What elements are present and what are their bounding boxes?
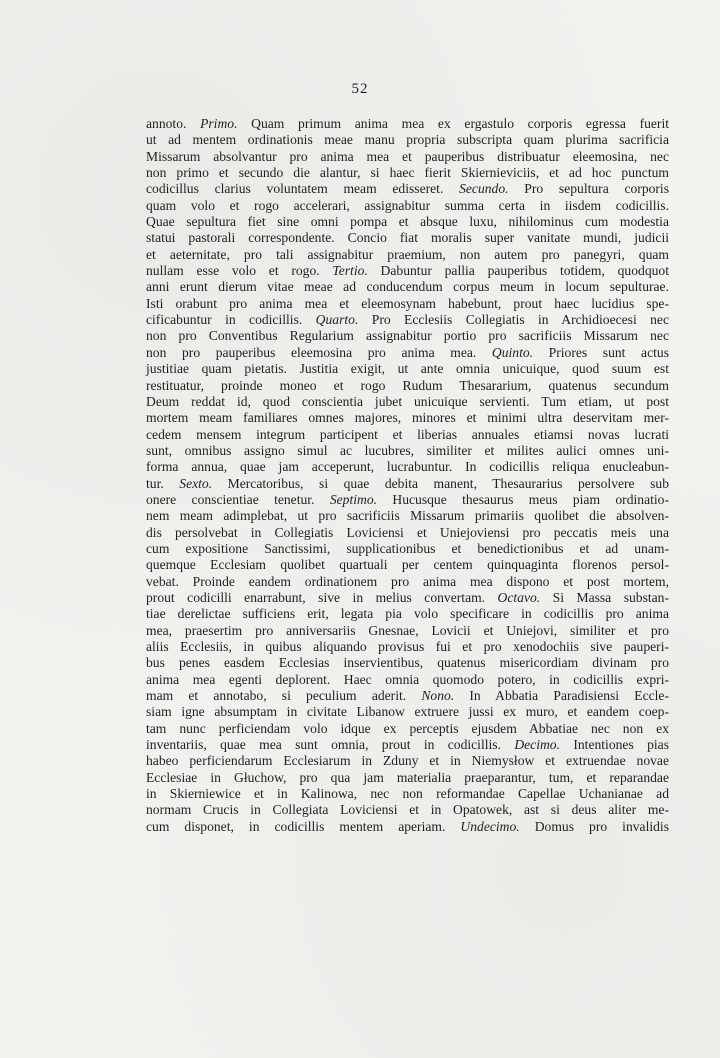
text-segment: Hucusque thesaurus meus piam ordinatio- [377, 491, 669, 507]
text-segment: Missarum absolvantur pro anima mea et pauperibus distribuatur eleemosina, nec [146, 148, 669, 164]
text-line [146, 721, 669, 737]
text-line [146, 427, 669, 443]
text-line [146, 443, 669, 459]
text-segment: mam et annotabo, si peculium aderit. [146, 688, 422, 704]
text-segment: Ecclesiae in Głuchow, pro qua jam materialia praeparantur, tum, et reparandae [146, 769, 669, 785]
text-segment: forma annua, quae jam acceperunt, lucrabuntur. In codicillis reliqua enucleabun- [146, 459, 669, 475]
text-line [146, 247, 669, 263]
text-segment: Mercatoribus, si quae debita manent, Thesaurarius persolvere sub [212, 475, 669, 491]
text-line [146, 132, 669, 148]
text-segment: tur. [146, 475, 180, 491]
text-line [146, 655, 669, 671]
text-line [146, 410, 669, 426]
section-marker: Octavo. [497, 589, 541, 605]
text-segment: tiae derelictae sufficiens erit, legata pia volo specificare in codicillis pro anima [146, 606, 669, 622]
text-segment: Domus pro invalidis [519, 818, 669, 834]
text-segment: tam nunc perficiendam volo idque ex perceptis ejusdem Abbatiae nec non ex [146, 720, 669, 736]
text-segment: bus penes easdem Ecclesias inservientibus, quatenus misericordiam divinam pro [146, 655, 669, 671]
text-line [146, 704, 669, 720]
section-marker: Septimo. [329, 491, 378, 507]
text-line [146, 476, 669, 492]
section-marker: Nono. [421, 688, 455, 704]
text-segment: anima mea egenti deplorent. Haec omnia quomodo potero, in codicillis expri- [146, 671, 669, 687]
text-segment: ut ad mentem ordinationis meae manu propria subscripta quam plurima sacrificia [146, 132, 669, 148]
text-segment: Si Massa substan- [540, 589, 669, 605]
text-line [146, 541, 669, 557]
text-segment: Quae sepultura fiet sine omni pompa et absque luxu, nihilominus cum modestia [146, 214, 669, 230]
text-line [146, 198, 669, 214]
text-line [146, 737, 669, 753]
text-segment: Quam primum anima mea ex ergastulo corporis egressa fuerit [237, 116, 670, 131]
text-line [146, 574, 669, 590]
text-line [146, 263, 669, 279]
text-segment: sunt, omnibus assigno simul ac lucubres, similiter et milites aulici omnes uni- [146, 442, 669, 458]
body-text [146, 116, 669, 835]
text-line [146, 606, 669, 622]
section-marker: Quarto. [315, 312, 359, 328]
text-segment: anni erunt dierum vitae meae ad conducendum corpus meum in locum sepulturae. [146, 279, 669, 295]
text-segment: non pro pauperibus eleemosina pro anima mea. [146, 344, 492, 360]
text-line [146, 770, 669, 786]
text-line [146, 328, 669, 344]
text-line [146, 672, 669, 688]
text-segment: restituatur, proinde moneo et rogo Rudum Thesararium, quatenus secundum [146, 377, 669, 393]
text-segment: nem meam adimplebat, ut pro sacrificiis Missarum primariis quolibet die absolven- [146, 508, 669, 524]
text-segment: inventariis, quae mea sunt omnia, prout in codicillis. [146, 737, 515, 753]
text-line [146, 394, 669, 410]
text-line [146, 557, 669, 573]
text-segment: non pro Conventibus Regularium assignabitur portio pro sacrificiis Missarum nec [146, 328, 669, 344]
text-segment: mea, praesertim pro anniversariis Gnesnae, Lovicii et Uniejovi, similiter et pro [146, 622, 669, 638]
text-segment: non primo et secundo die alantur, si haec fierit Skiernieviciis, et ad hoc punctum [146, 165, 669, 181]
text-line [146, 230, 669, 246]
text-line [146, 345, 669, 361]
text-segment: Priores sunt actus [533, 344, 669, 360]
text-line [146, 753, 669, 769]
text-segment: habeo perficiendarum Ecclesiarum in Zduny et in Niemysłow et extruendae novae [146, 753, 669, 769]
text-segment: cedem mensem integrum participent et liberias annuales etiamsi novas lucrati [146, 426, 669, 442]
text-line [146, 214, 669, 230]
text-line [146, 312, 669, 328]
text-segment: onere conscientiae tenetur. [146, 491, 330, 507]
text-segment: mortem meam familiares omnes majores, minores et minimi ultra deservitam mer- [146, 410, 669, 426]
text-line [146, 623, 669, 639]
text-segment: Pro Ecclesiis Collegiatis in Archidioecesi nec [358, 312, 669, 328]
text-segment: prout codicilli enarrabunt, sive in melius convertam. [146, 589, 498, 605]
text-segment: Deum reddat id, quod conscientia jubet unicuique servienti. Tum etiam, ut post [146, 393, 669, 409]
text-line [146, 639, 669, 655]
text-line [146, 165, 669, 181]
section-marker: Sexto. [179, 475, 213, 491]
text-line [146, 149, 669, 165]
text-segment: codicillus clarius voluntatem meam edisseret. [146, 181, 460, 197]
text-line [146, 378, 669, 394]
section-marker: Undecimo. [460, 818, 520, 834]
section-marker: Tertio. [332, 263, 368, 279]
section-marker: Secundo. [459, 181, 509, 197]
text-segment: Intentiones pias [560, 737, 669, 753]
text-segment: quam volo et rogo accelerari, assignabitur summa certa in iisdem codicillis. [146, 197, 669, 213]
text-segment: justitiae quam pietatis. Justitia exigit, ut ante omnia unicuique, quod suum est [146, 361, 669, 377]
section-marker: Quinto. [491, 344, 534, 360]
text-line [146, 786, 669, 802]
section-marker: Decimo. [514, 737, 561, 753]
text-line [146, 296, 669, 312]
text-segment: vebat. Proinde eandem ordinationem pro anima mea dispono et post mortem, [146, 573, 669, 589]
text-segment: cificabuntur in codicillis. [146, 312, 316, 328]
section-marker: Primo. [200, 116, 238, 131]
text-line [146, 819, 669, 835]
text-segment: in Skierniewice et in Kalinowa, nec non reformandae Capellae Uchanianae ad [146, 786, 669, 802]
text-segment: aliis Ecclesiis, in quibus aliquando provisus fui et pro xenodochiis sive pauperi- [146, 639, 669, 654]
text-line [146, 802, 669, 818]
text-segment: annoto. [146, 116, 201, 131]
text-segment: dis persolvebat in Collegiatis Loviciensi et Uniejoviensi pro peccatis meis una [146, 524, 669, 540]
text-line [146, 590, 669, 606]
text-segment: cum expositione Sanctissimi, supplicationibus et benedictionibus et ad unam- [146, 540, 669, 556]
text-line [146, 116, 669, 132]
text-segment: cum disponet, in codicillis mentem aperiam. [146, 818, 461, 834]
text-line [146, 361, 669, 377]
text-segment: quemque Ecclesiam quolibet quartuali per centem quinquaginta florenos persol- [146, 557, 669, 573]
text-line [146, 688, 669, 704]
text-segment: Dabuntur pallia pauperibus totidem, quodquot [367, 263, 669, 279]
text-line [146, 279, 669, 295]
text-segment: et aeternitate, pro tali assignabitur praemium, non autem pro panegyri, quam [146, 246, 669, 262]
text-segment: siam igne absumptam in civitate Libanow extruere jussi ex muro, et eandem coep- [146, 704, 669, 720]
text-line [146, 525, 669, 541]
text-segment: Isti orabunt pro anima mea et eleemosynam habebunt, prout haec lucidius spe- [146, 295, 669, 311]
page-number: 52 [351, 81, 369, 97]
text-segment: Pro sepultura corporis [508, 181, 670, 197]
text-line [146, 459, 669, 475]
text-segment: nullam esse volo et rogo. [146, 263, 333, 279]
text-line [146, 508, 669, 524]
text-line [146, 181, 669, 197]
text-segment: statui pastorali correspondente. Concio fiat moralis super vanitate mundi, judicii [146, 230, 669, 246]
text-segment: In Abbatia Paradisiensi Eccle- [454, 688, 669, 704]
text-line [146, 492, 669, 508]
text-segment: normam Crucis in Collegiata Loviciensi et in Opatowek, ast si deus aliter me- [146, 802, 669, 818]
